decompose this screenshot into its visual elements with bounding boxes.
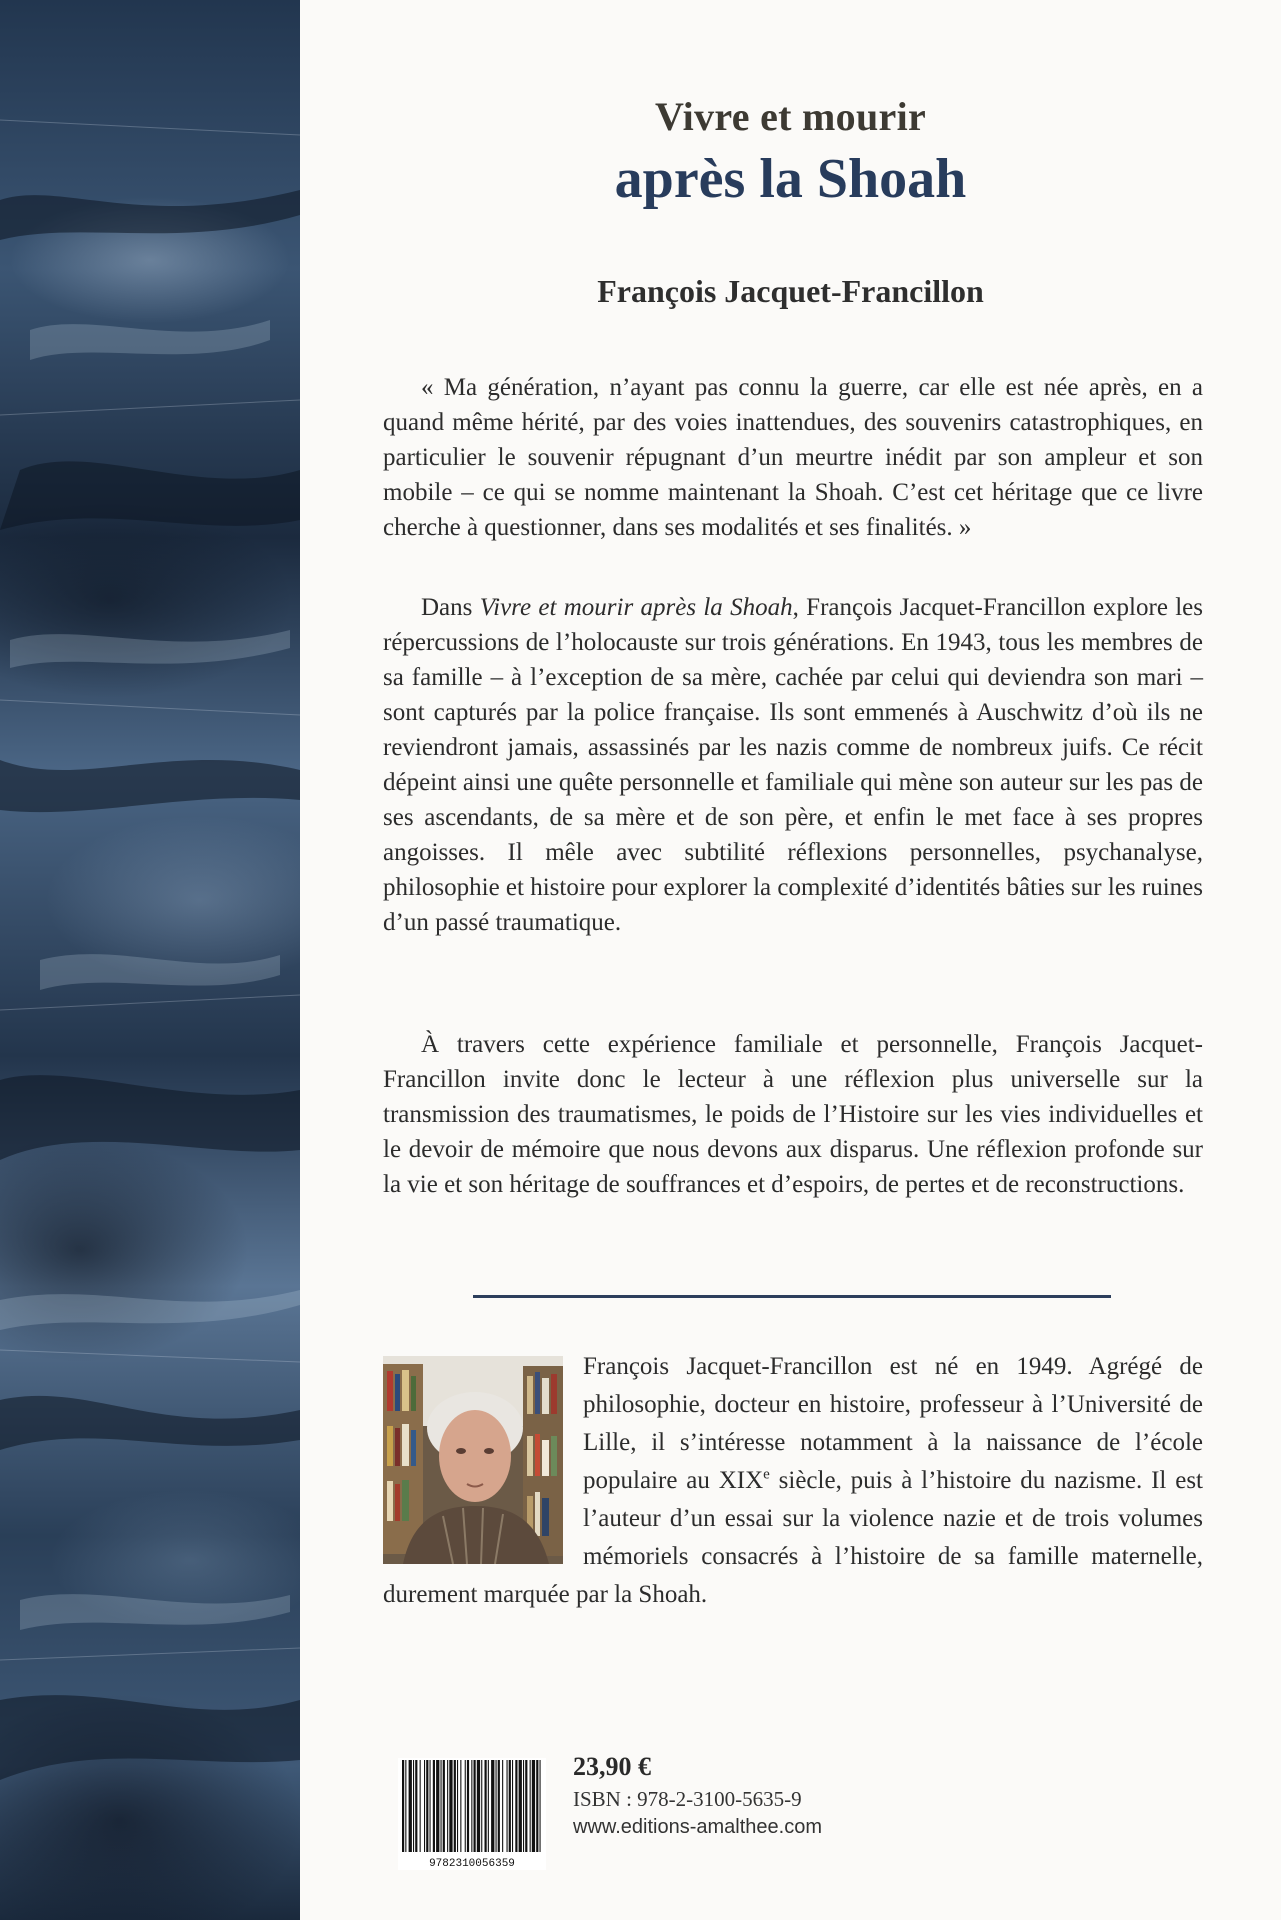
summary-title-italic: Vivre et mourir après la Shoah — [479, 594, 793, 621]
barcode-bar — [536, 1760, 538, 1852]
price: 23,90 € — [573, 1752, 651, 1781]
barcode-digits: 9782310056359 — [429, 1858, 515, 1870]
barcode-bar — [523, 1760, 524, 1852]
bio-superscript: e — [763, 1466, 770, 1483]
barcode-bar — [515, 1760, 517, 1852]
barcode-bar — [449, 1760, 452, 1852]
summary-body: , François Jacquet-Francillon explore les répercussions de l’holocauste sur trois générations. En 1943, tous les membres de sa famille – à l’exception de sa mère, cachée par celui qui deviendra son mari – sont capturés par la police française. Ils sont emmenés à Auschwitz d’où ils ne reviendront jamais, assassinés par les nazis comme de nombreux juifs. Ce récit dépeint ainsi une quête personnelle et familiale qui mène son auteur sur les pas de ses ascendants, de sa mère et de son père, et enfin le met face à ses propres angoisses. Il mêle avec subtilité réflexions personnelles, psychanalyse, philosophie et histoire pour explorer la complexité d’identités bâties sur les ruines d’un passé traumatique. — [383, 594, 1203, 936]
photo-spacer — [383, 1348, 583, 1570]
barcode-bar — [532, 1760, 535, 1852]
barcode-bar — [525, 1760, 527, 1852]
barcode-bar — [481, 1760, 482, 1852]
barcode-bar — [424, 1760, 425, 1852]
barcode-bar — [488, 1760, 489, 1852]
summary-paragraph-2: À travers cette expérience familiale et personnelle, François Jacquet-Francillon invite donc le lecteur à une réflexion plus universelle sur la transmission des traumatismes, le poids de l’Histoire sur les vies individuelles et le devoir de mémoire que nous devons aux disparus. Une réflexion profonde sur la vie et son héritage de souffrances et d’espoirs, de pertes et de reconstructions. — [383, 1031, 1203, 1198]
author-name: François Jacquet-Francillon — [597, 273, 984, 309]
barcode-bar — [415, 1760, 417, 1852]
author-quote — [383, 370, 1203, 545]
barcode-bar — [471, 1760, 472, 1852]
barcode-bar — [420, 1760, 421, 1852]
barcode-bar — [519, 1760, 522, 1852]
barcode-bar — [530, 1760, 531, 1852]
barcode-bar — [485, 1760, 487, 1852]
barcode-graphic — [398, 1758, 546, 1870]
barcode-bar — [491, 1760, 494, 1852]
barcode-bar — [409, 1760, 412, 1852]
barcode-bar — [441, 1760, 442, 1852]
book-title-line1: Vivre et mourir — [654, 94, 927, 139]
barcode-bar — [496, 1760, 497, 1852]
barcode-bar — [426, 1760, 428, 1852]
barcode-bar — [502, 1760, 503, 1852]
barcode-bar — [454, 1760, 456, 1852]
barcode-bar — [509, 1760, 511, 1852]
barcode-bar — [460, 1760, 461, 1852]
barcode-bar — [430, 1760, 431, 1852]
isbn-number: ISBN : 978-2-3100-5635-9 — [573, 1787, 802, 1811]
barcode-bar — [498, 1760, 500, 1852]
barcode-bar — [433, 1760, 435, 1852]
isbn-barcode — [398, 1758, 546, 1870]
barcode-bar — [457, 1760, 458, 1852]
barcode-bar — [507, 1760, 508, 1852]
barcode-bar — [540, 1760, 541, 1852]
spine-texture — [0, 0, 300, 1920]
barcode-bar — [447, 1760, 448, 1852]
barcode-bar — [512, 1760, 513, 1852]
quote-paragraph: « Ma génération, n’ayant pas connu la guerre, car elle est née après, en a quand même hérité, par des voies inattendues, des souvenirs catastrophiques, en particulier le souvenir répugnant d’un meurtre inédit par son ampleur et son mobile – ce qui se nomme maintenant la Shoah. C’est cet héritage que ce livre cherche à questionner, dans ses modalités et ses finalités. » — [383, 374, 1203, 541]
author-bio — [383, 1348, 1203, 1614]
bio-text-part2: siècle, puis à l’histoire du nazisme. Il est l’auteur d’un essai sur la violence nazie et de trois volumes mémoriels consacrés à l’histoire de sa famille maternelle, durement marquée par la Shoah. — [383, 1467, 1203, 1608]
barcode-bar — [413, 1760, 414, 1852]
cover-spine-art — [0, 0, 300, 1920]
book-title-line2: après la Shoah — [614, 148, 967, 210]
barcode-bar — [477, 1760, 480, 1852]
barcode-bar — [465, 1760, 466, 1852]
book-summary — [383, 590, 1203, 940]
barcode-bar — [436, 1760, 439, 1852]
summary-paragraph — [383, 590, 1203, 940]
publisher-website: www.editions-amalthee.com — [573, 1816, 822, 1838]
section-divider — [473, 1295, 1111, 1298]
bio-text-part1: François Jacquet-Francillon est né en 1949. Agrégé de philosophie, docteur en histoire, professeur à l’Université de Lille, il s’intéresse notamment à la naissance de l’école populaire au XIX — [583, 1353, 1203, 1494]
barcode-bar — [443, 1760, 445, 1852]
barcode-bar — [405, 1760, 406, 1852]
book-summary-2 — [383, 1027, 1203, 1202]
summary-intro: Dans — [421, 594, 480, 621]
barcode-bar — [402, 1760, 404, 1852]
barcode-bar — [474, 1760, 476, 1852]
barcode-bar — [467, 1760, 469, 1852]
